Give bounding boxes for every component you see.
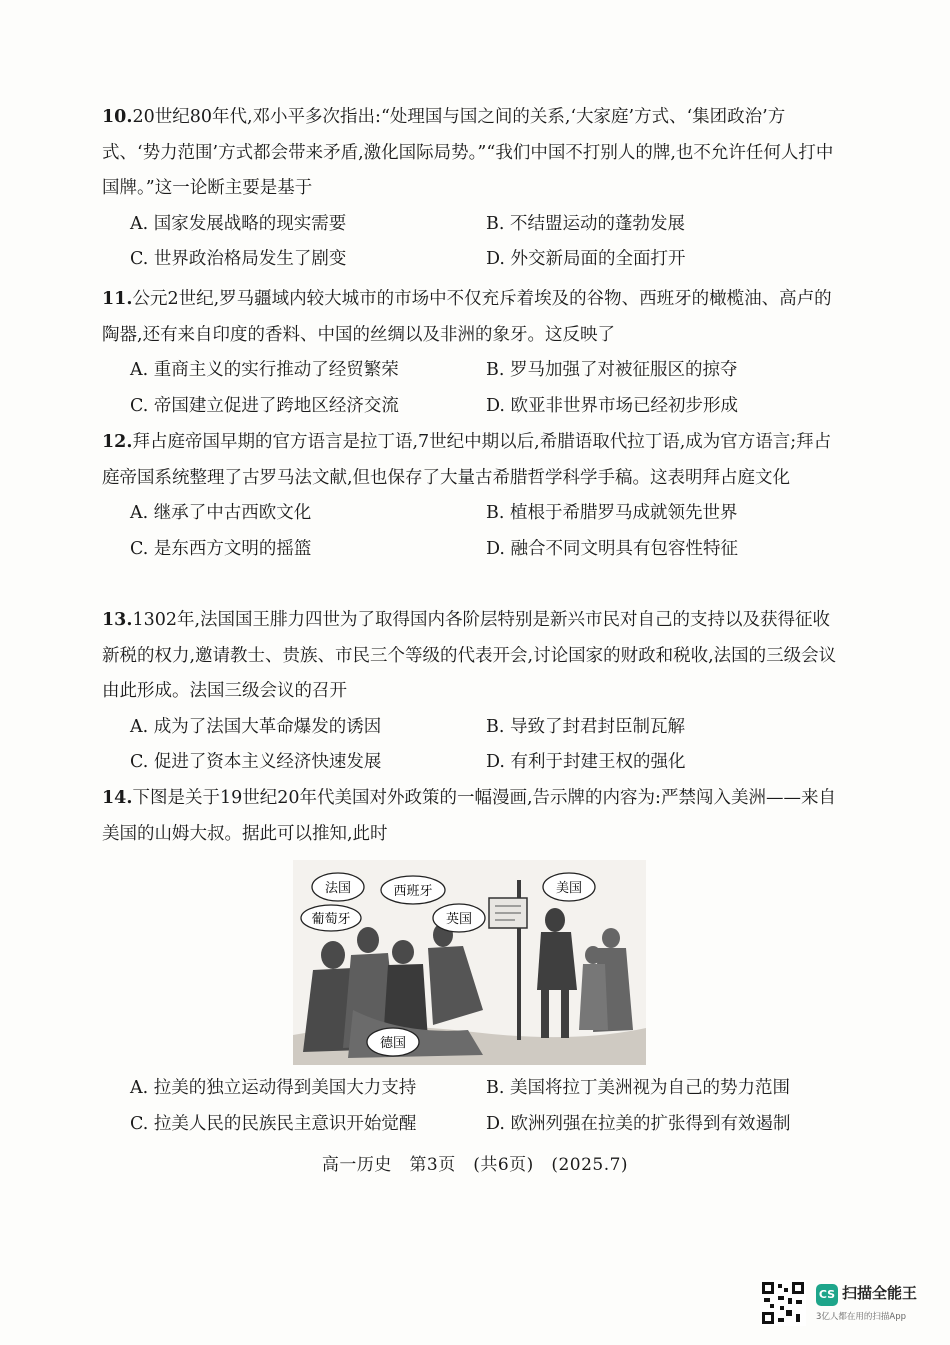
page-footer: 高一历史 第3页 (共6页) (2025.7) xyxy=(321,1155,629,1175)
options xyxy=(102,207,837,278)
scanner-watermark xyxy=(760,1280,935,1330)
option-d[interactable]: D. 有利于封建王权的强化 xyxy=(486,752,686,772)
option-a[interactable]: A. 重商主义的实行推动了经贸繁荣 xyxy=(130,360,399,380)
svg-text:法国: 法国 xyxy=(324,881,352,896)
question-13 xyxy=(102,603,837,781)
svg-text:西班牙: 西班牙 xyxy=(393,884,433,899)
question-stem: 12.拜占庭帝国早期的官方语言是拉丁语,7世纪中期以后,希腊语取代拉丁语,成为官方语言;拜占庭帝国系统整理了古罗马法文献,但也保存了大量古希腊哲学科学手稿。这表明拜占庭文化 xyxy=(102,432,832,488)
question-stem: 14.下图是关于19世纪20年代美国对外政策的一幅漫画,告示牌的内容为:严禁闯入美洲——来自美国的山姆大叔。据此可以推知,此时 xyxy=(102,788,836,844)
question-number: 14. xyxy=(102,788,133,808)
option-b[interactable]: B. 罗马加强了对被征服区的掠夺 xyxy=(486,360,738,380)
option-b[interactable]: B. 美国将拉丁美洲视为自己的势力范围 xyxy=(486,1078,790,1098)
option-b[interactable]: B. 植根于希腊罗马成就领先世界 xyxy=(486,503,738,523)
option-c[interactable]: C. 是东西方文明的摇篮 xyxy=(130,538,312,559)
question-10 xyxy=(102,100,837,278)
svg-text:葡萄牙: 葡萄牙 xyxy=(311,912,351,927)
option-a[interactable]: A. 国家发展战略的现实需要 xyxy=(130,213,347,234)
scanner-brand: 扫描全能王 xyxy=(842,1284,918,1302)
option-d[interactable]: D. 欧亚非世界市场已经初步形成 xyxy=(486,395,739,416)
option-c[interactable]: C. 拉美人民的民族民主意识开始觉醒 xyxy=(130,1113,417,1134)
option-c[interactable]: C. 世界政治格局发生了剧变 xyxy=(130,249,347,269)
option-b[interactable]: B. 导致了封君封臣制瓦解 xyxy=(486,716,685,737)
svg-text:美国: 美国 xyxy=(555,881,583,896)
option-c[interactable]: C. 促进了资本主义经济快速发展 xyxy=(130,752,382,772)
label-spain xyxy=(381,876,445,904)
option-a[interactable]: A. 成为了法国大革命爆发的诱因 xyxy=(130,716,382,737)
question-stem: 11.公元2世纪,罗马疆域内较大城市的市场中不仅充斥着埃及的谷物、西班牙的橄榄油、高卢的陶器,还有来自印度的香料、中国的丝绸以及非洲的象牙。这反映了 xyxy=(102,289,832,345)
options xyxy=(102,710,837,781)
label-britain xyxy=(433,904,485,932)
label-usa xyxy=(543,873,595,901)
label-germany xyxy=(367,1028,419,1056)
question-number: 13. xyxy=(102,610,133,630)
question-stem: 13.1302年,法国国王腓力四世为了取得国内各阶层特别是新兴市民对自己的支持以及获得征收新税的权力,邀请教士、贵族、市民三个等级的代表开会,讨论国家的财政和税收,法国的三级会议由此形成。法国三级会议的召开 xyxy=(102,610,837,701)
question-stem: 10.20世纪80年代,邓小平多次指出:“处理国与国之间的关系,‘大家庭’方式、‘集团政治’方式、‘势力范围’方式都会带来矛盾,激化国际局势。”“我们中国不打别人的牌,也不允许任何人打中国牌。”这一论断主要是基于 xyxy=(102,107,834,198)
svg-text:英国: 英国 xyxy=(445,912,473,927)
option-c[interactable]: C. 帝国建立促进了跨地区经济交流 xyxy=(130,395,399,416)
question-12 xyxy=(102,425,837,567)
option-b[interactable]: B. 不结盟运动的蓬勃发展 xyxy=(486,213,685,234)
qr-code-icon xyxy=(760,1280,806,1326)
question-number: 11. xyxy=(102,289,133,309)
option-d[interactable]: D. 欧洲列强在拉美的扩张得到有效遏制 xyxy=(486,1113,791,1134)
label-france xyxy=(312,873,364,901)
question-11 xyxy=(102,282,837,424)
label-portugal xyxy=(301,905,361,931)
monroe-doctrine-cartoon xyxy=(293,860,646,1065)
options xyxy=(102,353,837,424)
option-d[interactable]: D. 外交新局面的全面打开 xyxy=(486,249,686,269)
option-a[interactable]: A. 拉美的独立运动得到美国大力支持 xyxy=(130,1078,417,1098)
question-number: 10. xyxy=(102,107,133,127)
question-number: 12. xyxy=(102,432,133,452)
option-a[interactable]: A. 继承了中古西欧文化 xyxy=(130,503,312,523)
question-14-options xyxy=(102,1071,837,1142)
scanner-tagline: 3亿人都在用的扫描App xyxy=(816,1312,907,1322)
option-d[interactable]: D. 融合不同文明具有包容性特征 xyxy=(486,538,739,559)
question-14 xyxy=(102,781,837,852)
camscanner-logo-icon: CS xyxy=(816,1284,838,1306)
svg-text:德国: 德国 xyxy=(379,1036,407,1051)
options xyxy=(102,1071,837,1142)
options xyxy=(102,496,837,567)
